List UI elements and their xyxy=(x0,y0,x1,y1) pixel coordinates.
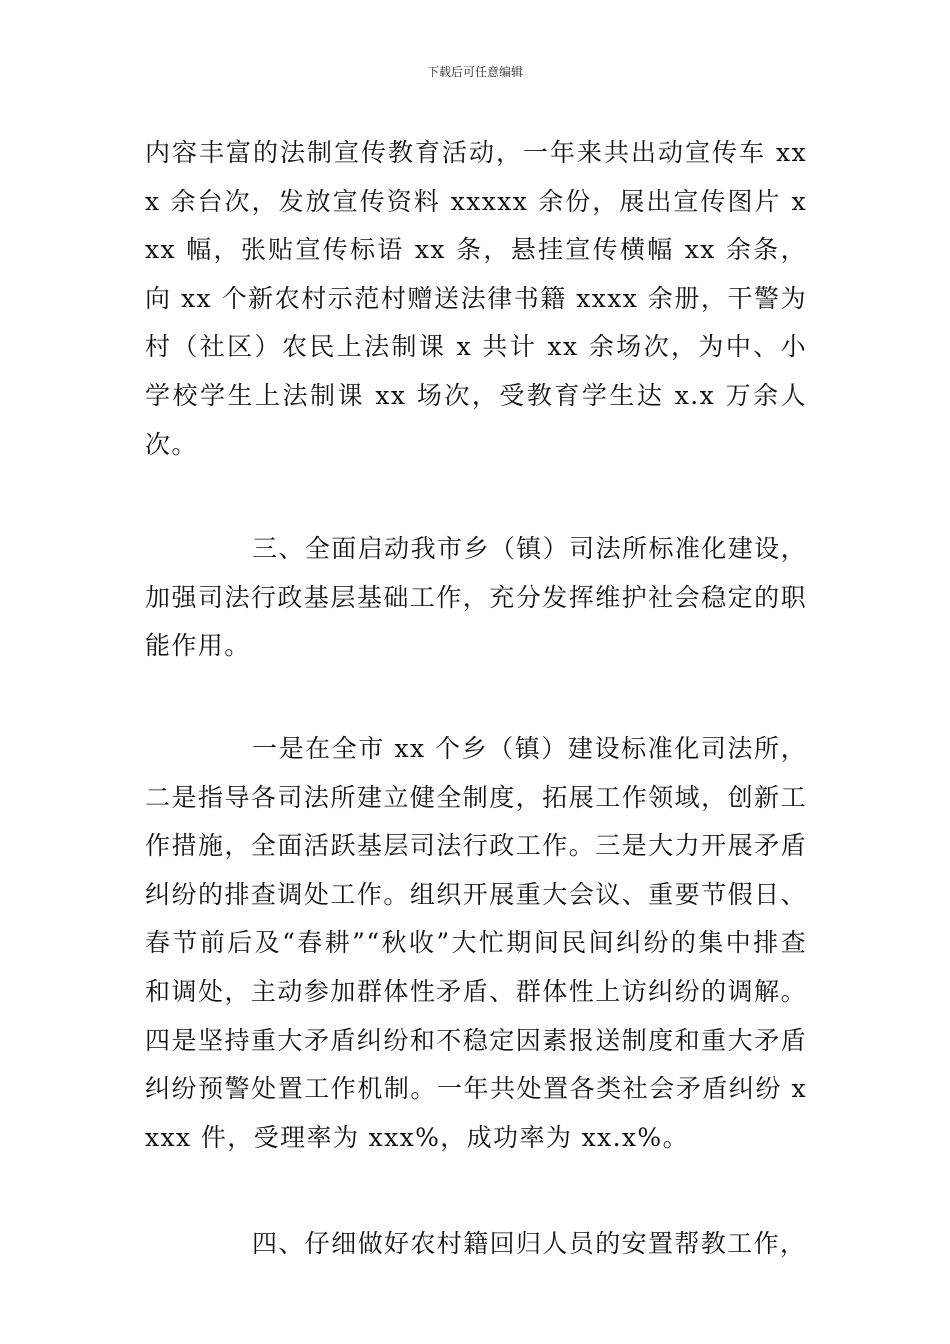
paragraph-legal-publicity: 内容丰富的法制宣传教育活动，一年来共出动宣传车 xxx 余台次，发放宣传资料 xxxxx 余份，展出宣传图片 xxx 幅，张贴宣传标语 xx 条，悬挂宣传横幅 xx 余条，向 xx 个新农村示范村赠送法律书籍 xxxx 余册，干警为村（社区）农民上法制课 x 共计 xx 余场次，为中、小学校学生上法制课 xx 场次，受教育学生达 x.x 万余人次。 xyxy=(145,138,807,459)
page-header-note: 下载后可任意编辑 xyxy=(426,65,523,79)
paragraph-section-three-heading: 三、全面启动我市乡（镇）司法所标准化建设，加强司法行政基层基础工作，充分发挥维护社会稳定的职能作用。 xyxy=(145,534,807,661)
paragraph-section-four-heading: 四、仔细做好农村籍回归人员的安置帮教工作， xyxy=(252,1229,807,1259)
document-body xyxy=(145,129,807,1269)
paragraph-judicial-measures: 一是在全市 xx 个乡（镇）建设标准化司法所，二是指导各司法所建立健全制度，拓展工作领域，创新工作措施，全面活跃基层司法行政工作。三是大力开展矛盾纠纷的排查调处工作。组织开展重大会议、重要节假日、春节前后及“春耕”“秋收”大忙期间民间纠纷的集中排查和调处，主动参加群体性矛盾、群体性上访纠纷的调解。四是坚持重大矛盾纠纷和不稳定因素报送制度和重大矛盾纠纷预警处置工作机制。一年共处置各类社会矛盾纠纷 xxxx 件，受理率为 xxx%，成功率为 xx.x%。 xyxy=(145,733,807,1152)
